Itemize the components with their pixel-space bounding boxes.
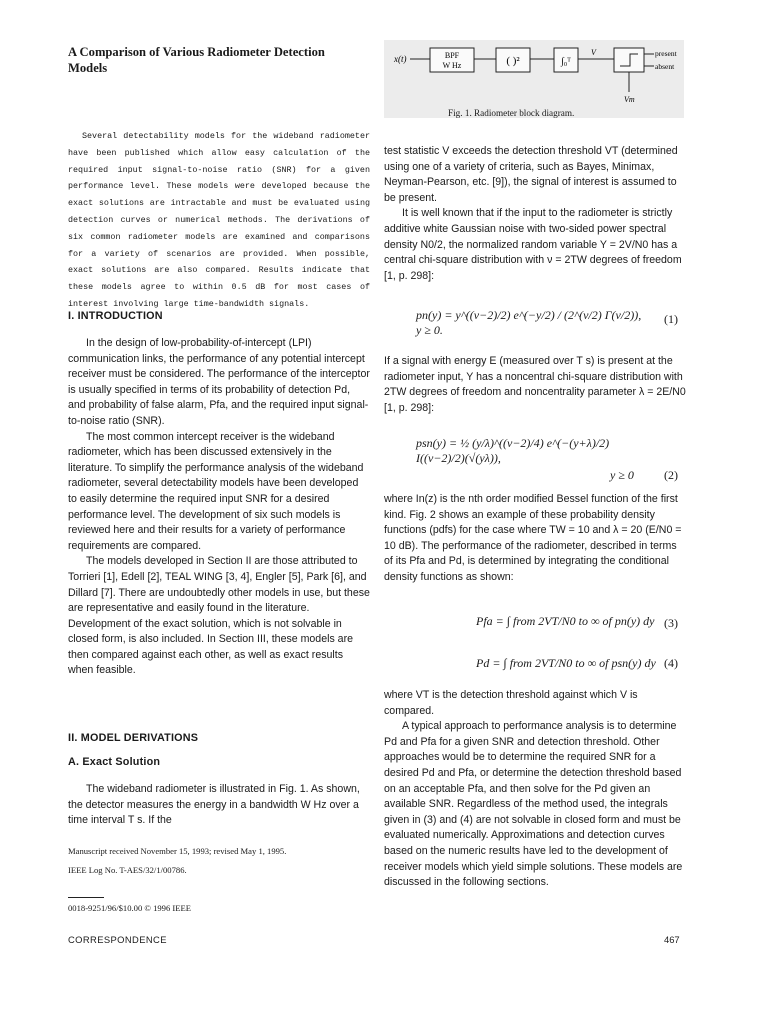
paragraph: A typical approach to performance analysis is to determine Pd and Pfa for a given SNR and detection threshold. Other approaches would be to determine the required SNR for a desired Pd and Pfa, or determine the detection threshold based on an acceptable Pfa, and then solve for the Pd given an available SNR. Regardless of the method used, the integrals given in (3) and (4) are not solvable in closed form and must be evaluated numerically. Approximations and detection curves based on the numeric results have led to the development of receiver models which yield simple solutions. These models are discussed in the following sections. <box>384 720 683 889</box>
equation-1: pn(y) = y^((ν−2)/2) e^(−y/2) / (2^(ν/2) Γ(ν/2)), y ≥ 0. <box>416 308 642 337</box>
footnote-rule <box>68 897 104 898</box>
paragraph: The wideband radiometer is illustrated in Fig. 1. As shown, the detector measures the energy in a bandwidth W Hz over a time interval T s. If the <box>68 783 360 827</box>
ieee-log-note: IEEE Log No. T-AES/32/1/00786. <box>68 865 187 875</box>
section-heading-introduction: I. INTRODUCTION <box>68 310 163 322</box>
abstract: Several detectability models for the wideband radiometer have been published which allow easy calculation of the required input signal-to-noise ratio (SNR) for a given performance level. These models were developed because the exact solutions are intractable and must be evaluated using detection curves or numerical methods. The derivations of six common radiometer models are examined and comparisons for a variety of scenarios are provided. When possible, exact solutions are also compared. Results indicate that these models agree to within 0.5 dB for most cases of interest involving large time-bandwidth signals. <box>68 131 370 309</box>
equation-4: Pd = ∫ from 2VT/N0 to ∞ of psn(y) dy <box>476 656 656 670</box>
absent-output-label: absent <box>655 62 675 71</box>
right-column-block-2 <box>384 354 686 416</box>
copyright-note: 0018-9251/96/$10.00 © 1996 IEEE <box>68 903 192 913</box>
equation-number: (3) <box>664 616 678 630</box>
threshold-label: Vт <box>624 95 635 104</box>
subsection-heading-exact-solution: A. Exact Solution <box>68 756 161 768</box>
bpf-label: BPF <box>444 51 460 60</box>
bpf-bandwidth-label: W Hz <box>442 61 462 70</box>
paragraph: In the design of low-probability-of-intercept (LPI) communication links, the performance of any potential intercept receiver must be considered. The performance of the interceptor is usually specified in terms of its probability of detection Pd, and probability of false alarm, Pfa, and the required input signal-to-noise ratio (SNR). <box>68 337 370 427</box>
equation-3: Pfa = ∫ from 2VT/N0 to ∞ of pn(y) dy <box>476 614 655 628</box>
equation-2-condition: y ≥ 0 <box>610 468 634 482</box>
block-diagram <box>384 40 684 118</box>
equation-number: (1) <box>664 312 678 326</box>
right-column-block-4 <box>384 688 686 891</box>
paper-title: A Comparison of Various Radiometer Detection Models <box>68 45 325 75</box>
equation-number: (4) <box>664 656 678 670</box>
paragraph: The models developed in Section II are those attributed to Torrieri [1], Edell [2], TEAL WING [3, 4], Engler [5], Park [6], and Dillard [7]. There are undoubtedly other models in use, but these are representative and easily found in the literature. Development of the exact solution, which is not solvable in closed form, is also included. In Section III, these models are then compared against each other, as well as exact results when feasible. <box>68 555 370 677</box>
equation-2: psn(y) = ½ (y/λ)^((ν−2)/4) e^(−(y+λ)/2) I((ν−2)/2)(√(yλ)), <box>416 436 610 465</box>
block-diagram-figure <box>384 40 684 118</box>
square-law-label: ( )² <box>506 55 520 67</box>
paragraph: where VT is the detection threshold against which V is compared. <box>384 689 638 717</box>
figure-caption: Fig. 1. Radiometer block diagram. <box>448 108 575 118</box>
running-footer: CORRESPONDENCE <box>68 934 167 945</box>
paragraph: It is well known that if the input to the radiometer is strictly additive white Gaussian noise with two-sided power spectral density N0/2, the normalized random variable Y = 2V/N0 has a central chi-square distribution with ν = 2TW degrees of freedom [1, p. 298]: <box>384 207 682 282</box>
right-column-block-3 <box>384 492 686 586</box>
paragraph: If a signal with energy E (measured over T s) is present at the radiometer input, Y has a noncentral chi-square distribution with 2TW degrees of freedom and noncentrality parameter λ = 2E/N0 [1, p. 298]: <box>384 355 686 414</box>
input-label: x(t) <box>394 54 407 64</box>
present-output-label: present <box>655 49 677 58</box>
paragraph: The most common intercept receiver is the wideband radiometer, which has been discussed extensively in the literature. To simplify the performance analysis of the wideband radiometer, several detectability models have been developed to easily determine the required input SNR for a desired performance level. The development of six such models is reviewed here and their results for a variety of performance requirements are compared. <box>68 430 364 552</box>
right-column-block-1 <box>384 144 686 284</box>
integrator-label: ∫₀ᵀ <box>561 56 571 67</box>
intro-body <box>68 336 370 679</box>
test-statistic-label: V <box>591 48 596 57</box>
paragraph: test statistic V exceeds the detection threshold VT (determined using one of a variety of criteria, such as Bayes, Minimax, Neyman-Pearson, etc. [9]), the signal of interest is assumed to be present. <box>384 145 678 204</box>
section-heading-model-derivations: II. MODEL DERIVATIONS <box>68 732 199 744</box>
exact-solution-body <box>68 782 370 829</box>
threshold-comparator-block <box>614 48 644 72</box>
equation-number: (2) <box>664 468 678 482</box>
manuscript-received-note: Manuscript received November 15, 1993; revised May 1, 1995. <box>68 846 287 856</box>
page-number: 467 <box>664 934 680 945</box>
paragraph: where In(z) is the nth order modified Bessel function of the first kind. Fig. 2 shows an example of these probability density functions (pdfs) for the case where TW = 10 and λ = 20 (E/N0 = 10 dB). The performance of the radiometer, described in terms of its Pfa and Pd, is determined by integrating the conditional density functions as shown: <box>384 493 682 583</box>
